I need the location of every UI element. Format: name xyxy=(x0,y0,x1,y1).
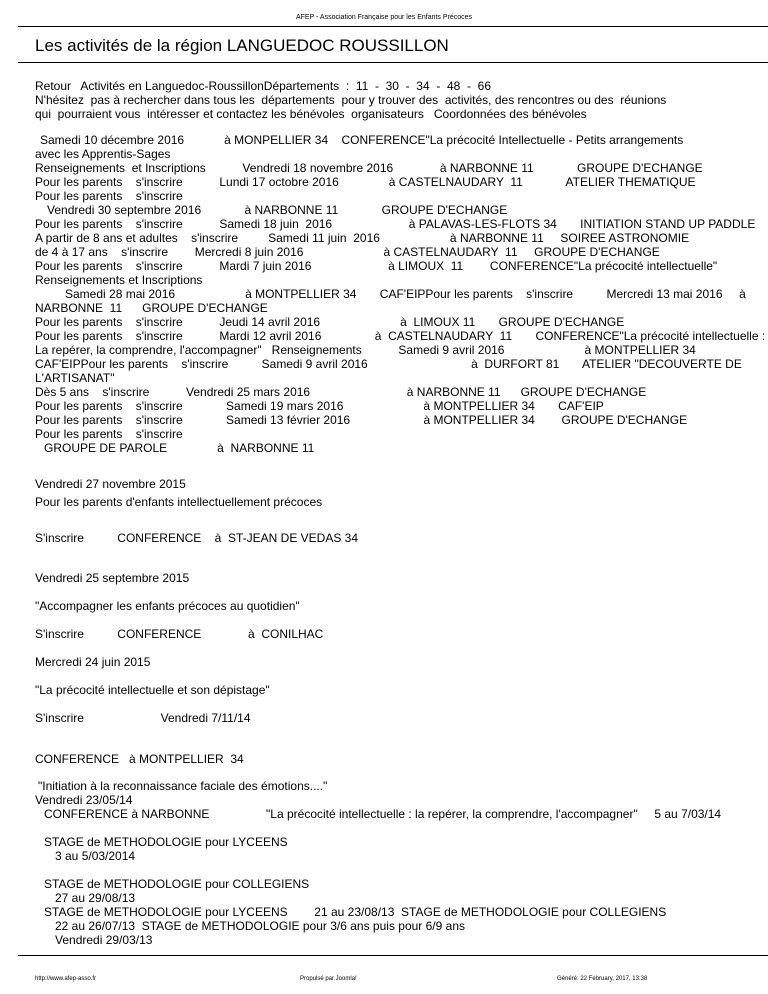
title-rule xyxy=(18,62,768,63)
text-line: Dès 5 ans s'inscrire Vendredi 25 mars 2016 à NARBONNE 11 GROUPE D'ECHANGE xyxy=(35,385,647,399)
text-line: NARBONNE 11 GROUPE D'ECHANGE xyxy=(35,301,268,315)
text-line: de 4 à 17 ans s'inscrire Mercredi 8 juin 2016 à CASTELNAUDARY 11 GROUPE D'ECHANGE xyxy=(35,245,660,259)
text-line: Mercredi 24 juin 2015 xyxy=(35,655,151,669)
text-line: Vendredi 25 septembre 2015 xyxy=(35,571,190,585)
text-line: S'inscrire CONFERENCE à ST-JEAN DE VEDAS 34 xyxy=(35,531,359,545)
footer-site-link[interactable]: http://www.afep-asso.fr xyxy=(35,976,97,982)
text-line: Pour les parents s'inscrire Mardi 7 juin 2016 à LIMOUX 11 CONFERENCE"La précocité intellectuelle" xyxy=(35,259,718,273)
text-line: Pour les parents s'inscrire xyxy=(35,427,183,441)
text-line: Vendredi 23/05/14 xyxy=(35,793,133,807)
text-line: S'inscrire Vendredi 7/11/14 xyxy=(35,711,251,725)
text-line: qui pourraient vous intéresser et contactez les bénévoles organisateurs Coordonnées des bénévoles xyxy=(35,107,587,121)
text-line: CAF'EIPPour les parents s'inscrire Samedi 9 avril 2016 à DURFORT 81 ATELIER "DECOUVERTE DE xyxy=(35,357,742,371)
text-line: "Initiation à la reconnaissance faciale des émotions...." xyxy=(38,779,328,793)
page-title: Les activités de la région LANGUEDOC ROUSSILLON xyxy=(35,36,449,55)
header-rule xyxy=(18,26,768,27)
text-line: STAGE de METHODOLOGIE pour LYCEENS 21 au 23/08/13 STAGE de METHODOLOGIE pour COLLEGIENS xyxy=(44,905,667,919)
text-line: S'inscrire CONFERENCE à CONILHAC xyxy=(35,627,324,641)
text-line: 3 au 5/03/2014 xyxy=(55,849,136,863)
text-line: CONFERENCE à NARBONNE "La précocité intellectuelle : la repérer, la comprendre, l'accompagner" 5 au 7/03/14 xyxy=(44,807,722,821)
text-line: Pour les parents s'inscrire xyxy=(35,189,183,203)
text-line: "Accompagner les enfants précoces au quotidien" xyxy=(35,599,300,613)
text-line: Pour les parents s'inscrire Jeudi 14 avril 2016 à LIMOUX 11 GROUPE D'ECHANGE xyxy=(35,315,625,329)
text-line: Pour les parents s'inscrire Samedi 18 juin 2016 à PALAVAS-LES-FLOTS 34 INITIATION STAND UP PADDLE xyxy=(35,217,756,231)
text-line: Pour les parents s'inscrire Samedi 19 mars 2016 à MONTPELLIER 34 CAF'EIP xyxy=(35,399,604,413)
text-line: avec les Apprentis-Sages xyxy=(35,147,171,161)
text-line: N'hésitez pas à rechercher dans tous les départements pour y trouver des activités, des rencontres ou des réunions xyxy=(35,93,667,107)
text-line: Pour les parents s'inscrire Mardi 12 avril 2016 à CASTELNAUDARY 11 CONFERENCE"La précocité intellectuelle : xyxy=(35,329,766,343)
text-line: STAGE de METHODOLOGIE pour LYCEENS xyxy=(44,835,288,849)
text-line: Pour les parents s'inscrire Lundi 17 octobre 2016 à CASTELNAUDARY 11 ATELIER THEMATIQUE xyxy=(35,175,696,189)
footer-powered-by: Propulsé par Joomla! xyxy=(300,976,357,982)
footer-rule xyxy=(18,955,768,956)
text-line: A partir de 8 ans et adultes s'inscrire Samedi 11 juin 2016 à NARBONNE 11 SOIREE ASTRONOMIE xyxy=(35,231,690,245)
footer-generated-date: Généré: 22 February, 2017, 13:38 xyxy=(557,976,648,982)
text-line: Pour les parents s'inscrire Samedi 13 février 2016 à MONTPELLIER 34 GROUPE D'ECHANGE xyxy=(35,413,688,427)
text-line: Vendredi 30 septembre 2016 à NARBONNE 11 GROUPE D'ECHANGE xyxy=(47,203,508,217)
text-line: STAGE de METHODOLOGIE pour COLLEGIENS xyxy=(44,877,310,891)
text-line: Samedi 28 mai 2016 à MONTPELLIER 34 CAF'EIPPour les parents s'inscrire Mercredi 13 mai 2016 à xyxy=(65,287,746,301)
text-line: 22 au 26/07/13 STAGE de METHODOLOGIE pour 3/6 ans puis pour 6/9 ans xyxy=(55,919,465,933)
text-line: 27 au 29/08/13 xyxy=(55,891,136,905)
text-line: CONFERENCE à MONTPELLIER 34 xyxy=(35,752,244,766)
text-line: Renseignements et Inscriptions xyxy=(35,273,203,287)
text-line: Vendredi 29/03/13 xyxy=(55,933,153,947)
text-line: La repérer, la comprendre, l'accompagner" Renseignements Samedi 9 avril 2016 à MONTPELLIER 34 xyxy=(35,343,696,357)
text-line: Samedi 10 décembre 2016 à MONPELLIER 34 CONFERENCE"La précocité Intellectuelle - Petits arrangements xyxy=(40,133,684,147)
page-header: AFEP - Association Française pour les Enfants Précoces xyxy=(295,14,473,21)
text-line: L'ARTISANAT" xyxy=(35,371,115,385)
text-line: GROUPE DE PAROLE à NARBONNE 11 xyxy=(44,441,315,455)
text-line: Renseignements et Inscriptions Vendredi 18 novembre 2016 à NARBONNE 11 GROUPE D'ECHANGE xyxy=(35,161,703,175)
text-line: "La précocité intellectuelle et son dépistage" xyxy=(35,683,270,697)
text-line: Pour les parents d'enfants intellectuellement précoces xyxy=(35,495,323,509)
text-line: Vendredi 27 novembre 2015 xyxy=(35,477,186,491)
text-line: Retour Activités en Languedoc-RoussillonDépartements : 11 - 30 - 34 - 48 - 66 xyxy=(35,79,492,93)
